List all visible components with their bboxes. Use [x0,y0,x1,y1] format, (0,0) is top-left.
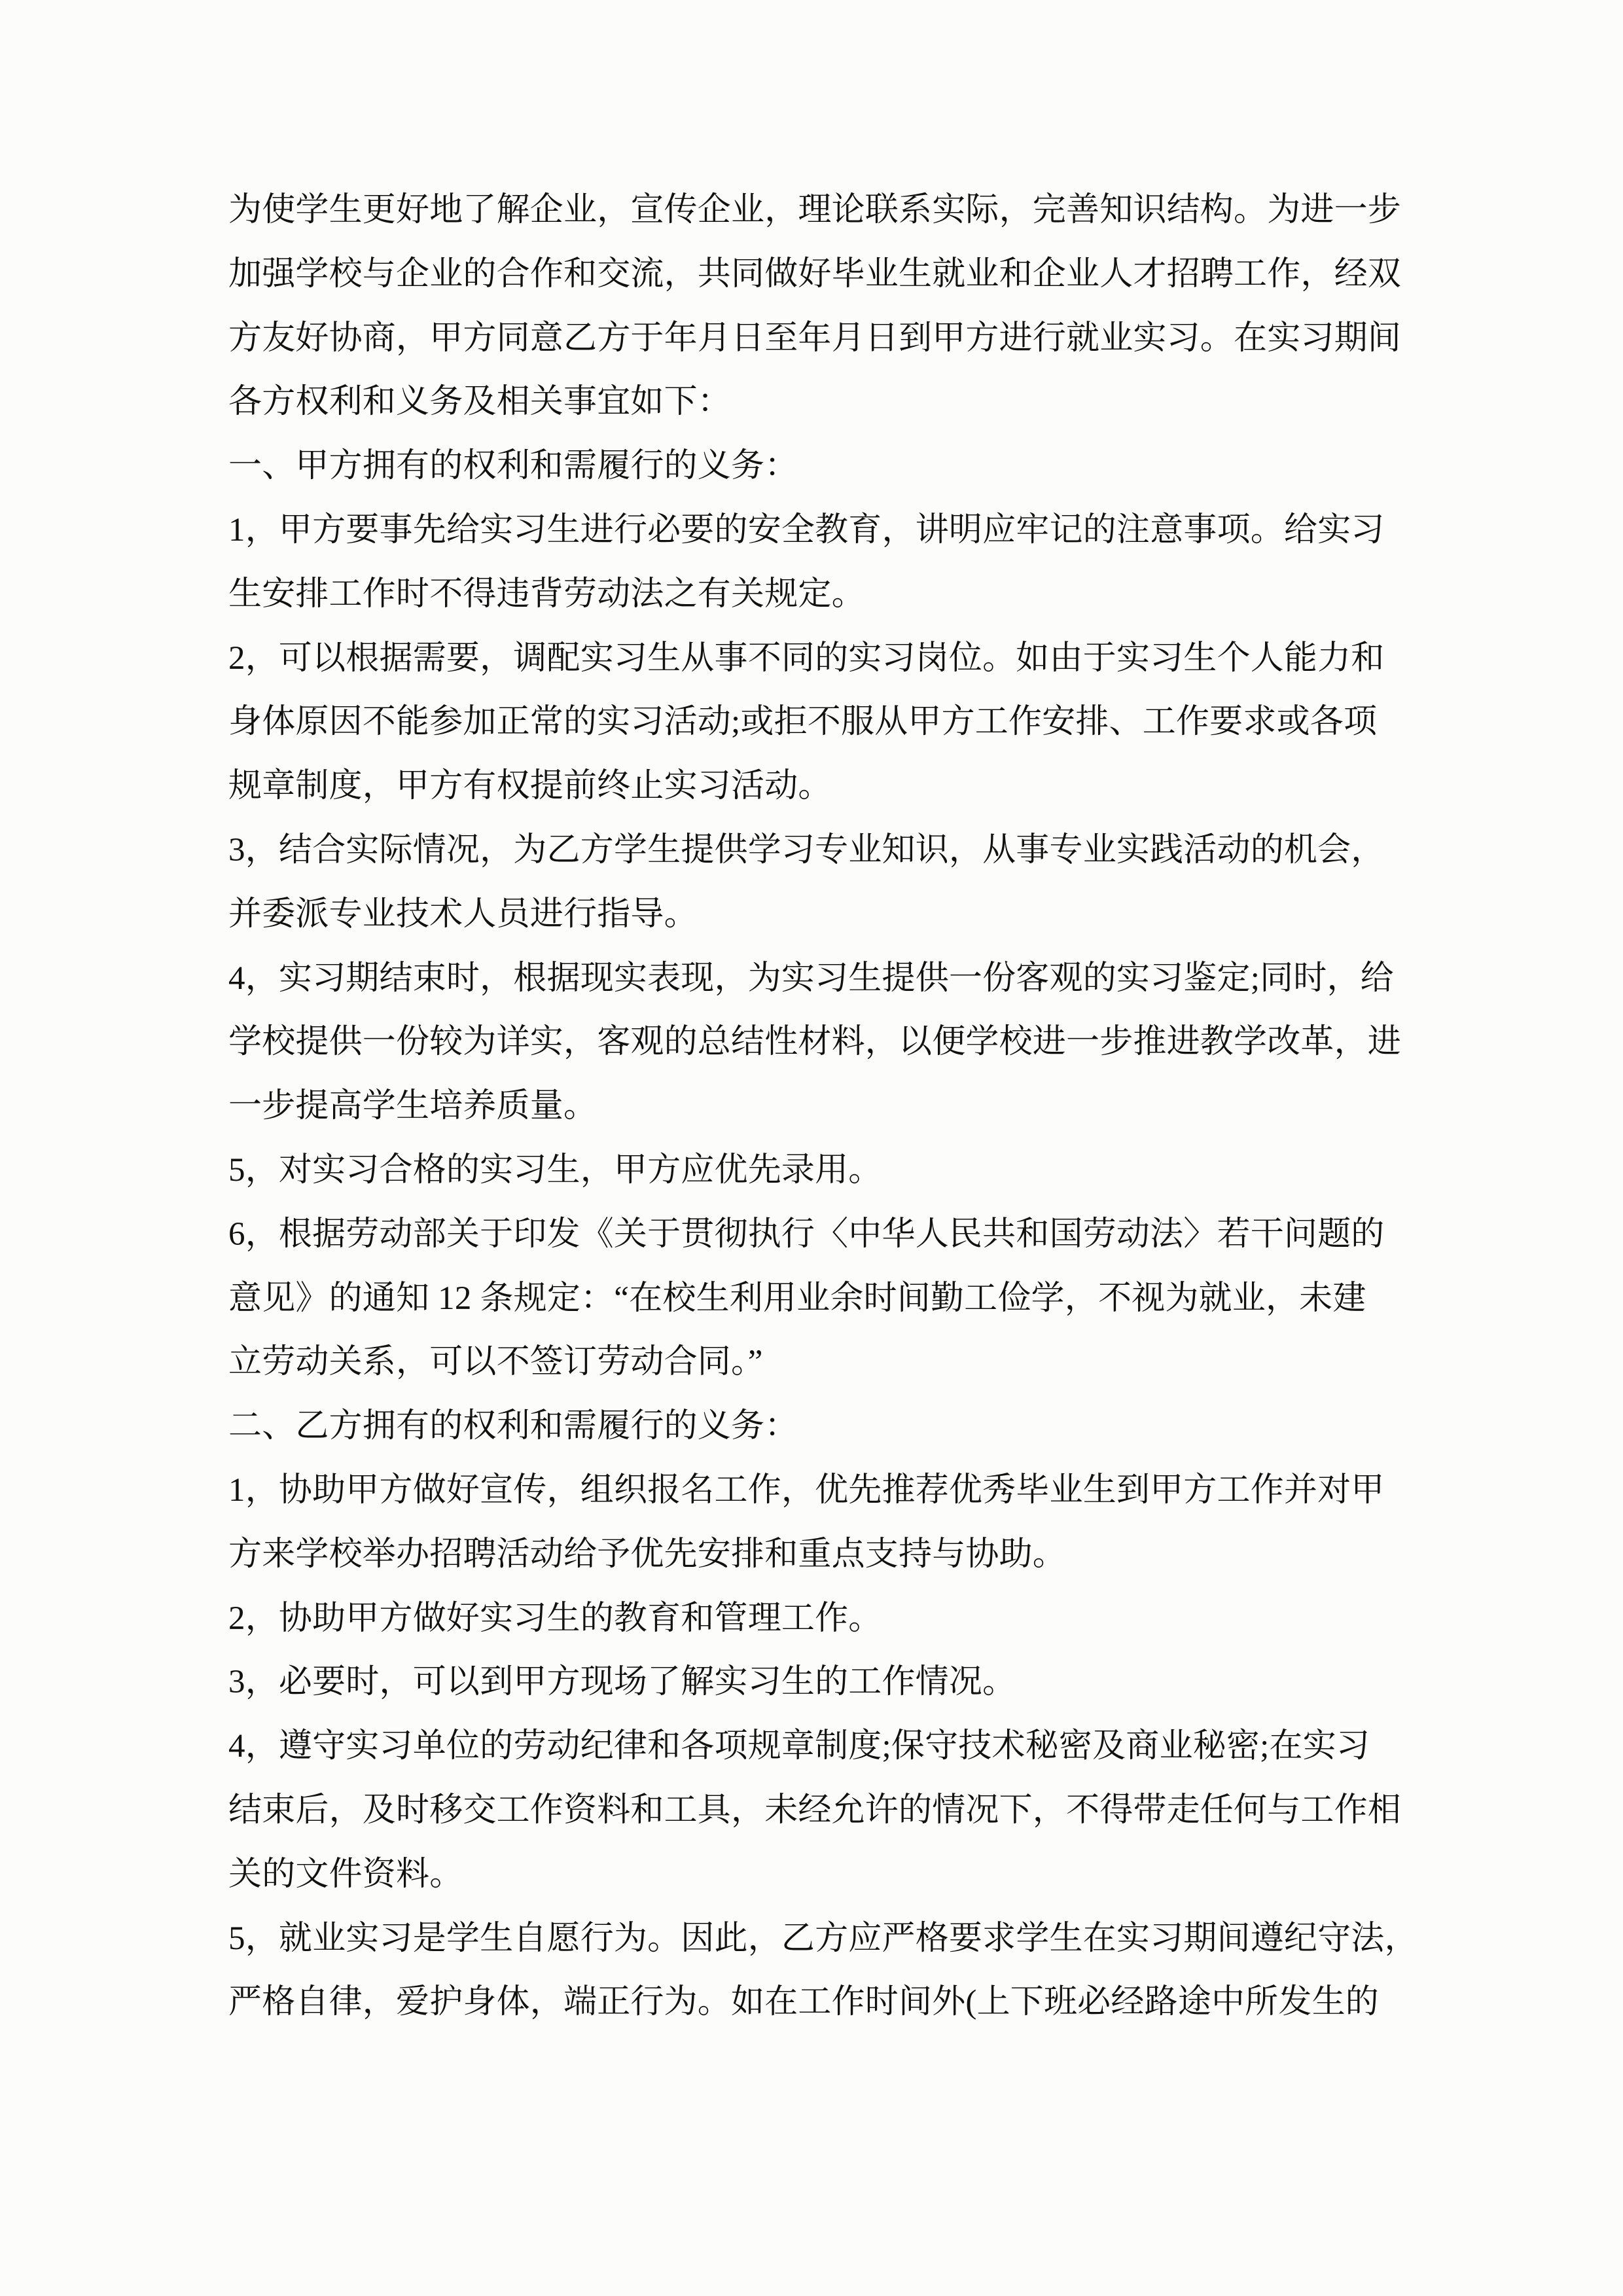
document-line: 立劳动关系，可以不签订劳动合同。” [228,1344,763,1381]
document-line: 3，结合实际情况，为乙方学生提供学习专业知识，从事专业实践活动的机会， [228,831,1385,869]
document-body [228,179,1418,2035]
document-line: 一步提高学生培养质量。 [228,1088,597,1125]
document-line: 生安排工作时不得违背劳动法之有关规定。 [228,575,865,613]
document-line: 严格自律，爱护身体，端正行为。如在工作时间外(上下班必经路途中所发生的 [228,1984,1379,2021]
document-line: 身体原因不能参加正常的实习活动;或拒不服从甲方工作安排、工作要求或各项 [228,704,1378,741]
document-line: 意见》的通知 12 条规定：“在校生利用业余时间勤工俭学，不视为就业，未建 [228,1280,1366,1317]
document-line-section-heading: 一、甲方拥有的权利和需履行的义务： [228,448,798,485]
document-line: 2，可以根据需要，调配实习生从事不同的实习岗位。如由于实习生个人能力和 [228,639,1385,677]
document-line: 关的文件资料。 [228,1856,463,1893]
document-line: 各方权利和义务及相关事宜如下： [228,384,732,421]
document-line: 方友好协商，甲方同意乙方于年月日至年月日到甲方进行就业实习。在实习期间 [228,319,1402,357]
document-line: 1，协助甲方做好宣传，组织报名工作，优先推荐优秀毕业生到甲方工作并对甲 [228,1471,1385,1509]
document-line: 为使学生更好地了解企业，宣传企业，理论联系实际，完善知识结构。为进一步 [228,192,1402,228]
document-line: 4，实习期结束时，根据现实表现，为实习生提供一份客观的实习鉴定;同时，给 [228,960,1394,997]
document-line: 结束后，及时移交工作资料和工具，未经允许的情况下，不得带走任何与工作相 [228,1791,1402,1829]
document-line: 2，协助甲方做好实习生的教育和管理工作。 [228,1600,882,1637]
document-line-section-heading: 二、乙方拥有的权利和需履行的义务： [228,1408,798,1445]
document-line: 5，就业实习是学生自愿行为。因此，乙方应严格要求学生在实习期间遵纪守法， [228,1920,1418,1957]
document-line: 规章制度，甲方有权提前终止实习活动。 [228,768,832,805]
document-line: 加强学校与企业的合作和交流，共同做好毕业生就业和企业人才招聘工作，经双 [228,255,1402,293]
document-line: 1，甲方要事先给实习生进行必要的安全教育，讲明应牢记的注意事项。给实习 [228,511,1385,548]
document-line: 3，必要时，可以到甲方现场了解实习生的工作情况。 [228,1664,1016,1701]
document-line: 学校提供一份较为详实，客观的总结性材料，以便学校进一步推进教学改革，进 [228,1024,1402,1061]
document-line: 4，遵守实习单位的劳动纪律和各项规章制度;保守技术秘密及商业秘密;在实习 [228,1728,1370,1765]
document-line: 6，根据劳动部关于印发《关于贯彻执行〈中华人民共和国劳动法〉若干问题的 [228,1215,1385,1253]
document-line: 5，对实习合格的实习生，甲方应优先录用。 [228,1151,882,1189]
document-line: 方来学校举办招聘活动给予优先安排和重点支持与协助。 [228,1535,1067,1573]
document-line: 并委派专业技术人员进行指导。 [228,895,698,933]
